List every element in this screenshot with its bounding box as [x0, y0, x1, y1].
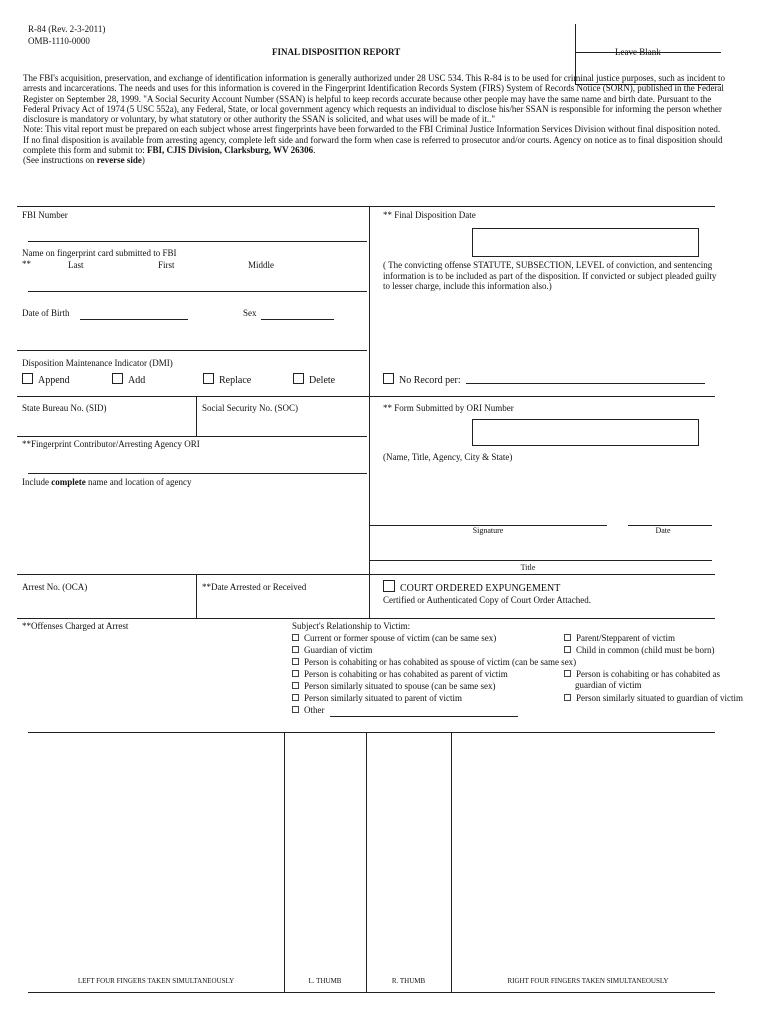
final-disposition-date-label: ** Final Disposition Date	[383, 210, 476, 220]
ori-label: **Fingerprint Contributor/Arresting Agency ORI	[22, 439, 200, 449]
relationship-option[interactable]: Current or former spouse of victim (can be same sex)	[292, 633, 496, 644]
relationship-checkbox[interactable]	[564, 646, 571, 653]
relationship-option[interactable]: Person similarly situated to guardian of victim	[564, 693, 745, 704]
relationship-heading: Subject's Relationship to Victim:	[292, 621, 411, 631]
instructions-note: (See instructions on reverse side)	[23, 155, 145, 166]
arrest-number-label: Arrest No. (OCA)	[22, 582, 88, 592]
name-last-label: Last	[68, 260, 84, 270]
soc-label: Social Security No. (SOC)	[202, 403, 298, 413]
final-disposition-date-box[interactable]	[472, 228, 699, 257]
convicting-offense-note: ( The convicting offense STATUTE, SUBSECTION, LEVEL of conviction, and sentencing information is to be included as part of the disposition. If convicted or subject pleaded guilty to lesser charge, include this information also.)	[383, 260, 717, 291]
relationship-option[interactable]: Person similarly situated to parent of victim	[292, 693, 462, 704]
dob-section-line	[17, 350, 367, 351]
fbi-number-line	[28, 241, 367, 242]
relationship-checkbox[interactable]	[292, 670, 299, 677]
dmi-label: Disposition Maintenance Indicator (DMI)	[22, 358, 173, 368]
form-top-line	[17, 206, 715, 207]
ori-line	[28, 473, 367, 474]
name-required-marker: **	[22, 259, 31, 269]
relationship-checkbox[interactable]	[292, 682, 299, 689]
name-label: Name on fingerprint card submitted to FBI	[22, 248, 177, 258]
dmi-delete-option[interactable]: Delete	[293, 373, 335, 388]
relationship-checkbox[interactable]	[564, 670, 571, 677]
form-title: FINAL DISPOSITION REPORT	[272, 47, 401, 57]
relationship-option-other[interactable]: Other	[292, 705, 325, 716]
add-checkbox[interactable]	[112, 373, 123, 384]
omb-number: OMB-1110-0000	[28, 36, 90, 46]
fingerprint-divider-3	[451, 732, 452, 992]
relationship-option[interactable]: Person is cohabiting or has cohabited as guardian of victim	[564, 669, 745, 690]
leave-blank-label: Leave Blank	[615, 47, 661, 57]
relationship-checkbox[interactable]	[564, 634, 571, 641]
intro-paragraph-note: Note: This vital report must be prepared on each subject whose arrest fingerprints have been forwarded to the FBI Criminal Justice Information Services Division without final disposition noted. If no final disposition is available from arresting agency, complete left side and forward the form when case is referred to prosecutor and/or courts. Agency on notice as to final disposition should complete this form and submit to: FBI, CJIS Division, Clarksburg, WV 26306.	[23, 124, 723, 156]
title-line	[369, 560, 712, 561]
relationship-checkbox[interactable]	[292, 634, 299, 641]
fingerprint-bottom-line	[28, 992, 715, 993]
arrest-section-line	[17, 618, 715, 619]
append-checkbox[interactable]	[22, 373, 33, 384]
relationship-option[interactable]: Child in common (child must be born)	[564, 645, 715, 656]
relationship-checkbox[interactable]	[292, 646, 299, 653]
dmi-append-option[interactable]: Append	[22, 373, 70, 388]
fingerprint-divider-1	[284, 732, 285, 992]
name-middle-label: Middle	[248, 260, 274, 270]
form-number: R-84 (Rev. 2-3-2011)	[28, 24, 106, 34]
relationship-option[interactable]: Guardian of victim	[292, 645, 372, 656]
relationship-option[interactable]: Parent/Stepparent of victim	[564, 633, 675, 644]
ori-number-box[interactable]	[472, 419, 699, 446]
date-label: Date	[655, 526, 671, 535]
expungement-option[interactable]: COURT ORDERED EXPUNGEMENT	[383, 580, 560, 596]
agency-label: Include complete name and location of agency	[22, 477, 192, 487]
sid-soc-divider	[196, 396, 197, 436]
relationship-option[interactable]: Person similarly situated to spouse (can be same sex)	[292, 681, 495, 692]
expungement-checkbox[interactable]	[383, 580, 395, 592]
title-label: Title	[520, 563, 536, 572]
sid-section-line	[17, 436, 367, 437]
no-record-checkbox[interactable]	[383, 373, 394, 384]
fingerprint-top-line	[28, 732, 715, 733]
dmi-section-line	[17, 396, 715, 397]
sex-field[interactable]	[261, 319, 334, 320]
fbi-number-label: FBI Number	[22, 210, 68, 220]
arrest-date-divider	[196, 574, 197, 618]
delete-checkbox[interactable]	[293, 373, 304, 384]
sex-label: Sex	[243, 308, 257, 318]
fingerprint-divider-2	[366, 732, 367, 992]
relationship-checkbox[interactable]	[292, 706, 299, 713]
dob-field[interactable]	[80, 319, 188, 320]
no-record-field[interactable]	[466, 383, 705, 384]
replace-checkbox[interactable]	[203, 373, 214, 384]
other-relationship-field[interactable]	[330, 716, 518, 717]
certified-copy-note: Certified or Authenticated Copy of Court Order Attached.	[383, 595, 591, 605]
name-title-agency-label: (Name, Title, Agency, City & State)	[383, 452, 513, 462]
relationship-option[interactable]: Person is cohabiting or has cohabited as parent of victim	[292, 669, 508, 680]
sid-label: State Bureau No. (SID)	[22, 403, 107, 413]
dob-label: Date of Birth	[22, 308, 70, 318]
submit-address: FBI, CJIS Division, Clarksburg, WV 26306	[146, 145, 314, 156]
offenses-label: **Offenses Charged at Arrest	[22, 621, 129, 631]
relationship-option[interactable]: Person is cohabiting or has cohabited as spouse of victim (can be same sex)	[292, 657, 576, 668]
form-submitted-ori-label: ** Form Submitted by ORI Number	[383, 403, 514, 413]
dmi-replace-option[interactable]: Replace	[203, 373, 251, 388]
right-four-fingers-label: RIGHT FOUR FINGERS TAKEN SIMULTANEOUSLY	[507, 977, 669, 985]
date-arrested-label: **Date Arrested or Received	[202, 582, 307, 592]
name-line	[28, 291, 367, 292]
agency-section-line	[17, 574, 715, 575]
relationship-checkbox[interactable]	[292, 694, 299, 701]
intro-text	[23, 73, 728, 166]
name-first-label: First	[158, 260, 175, 270]
relationship-checkbox[interactable]	[292, 658, 299, 665]
intro-paragraph-privacy: The FBI's acquisition, preservation, and exchange of identification information is generally authorized under 28 USC 534. This R-84 is to be used for criminal justice purposes, such as incident to arrests and incarcerations. The needs and uses for this information is covered in the Fingerprint Identification Records System (FIRS) System of Records Notice (SORN), published in the Federal Register on September 28, 1999. "A Social Security Account Number (SSAN) is helpful to keep records accurate because other people may have the same name and birth date. Pursuant to the Federal Privacy Act of 1974 (5 USC 552a), any Federal, State, or local government agency which requests an individual to disclose his/her SSAN is responsible for informing the person whether disclosure is mandatory or voluntary, by what statutory or other authority the SSAN is solicited, and what uses will be made of it.."	[23, 73, 726, 125]
right-thumb-label: R. THUMB	[391, 977, 426, 985]
signature-label: Signature	[472, 526, 504, 535]
left-thumb-label: L. THUMB	[308, 977, 342, 985]
form-center-divider	[369, 206, 370, 618]
dmi-add-option[interactable]: Add	[112, 373, 145, 388]
relationship-checkbox[interactable]	[564, 694, 571, 701]
no-record-option[interactable]: No Record per:	[383, 373, 461, 388]
left-four-fingers-label: LEFT FOUR FINGERS TAKEN SIMULTANEOUSLY	[77, 977, 235, 985]
